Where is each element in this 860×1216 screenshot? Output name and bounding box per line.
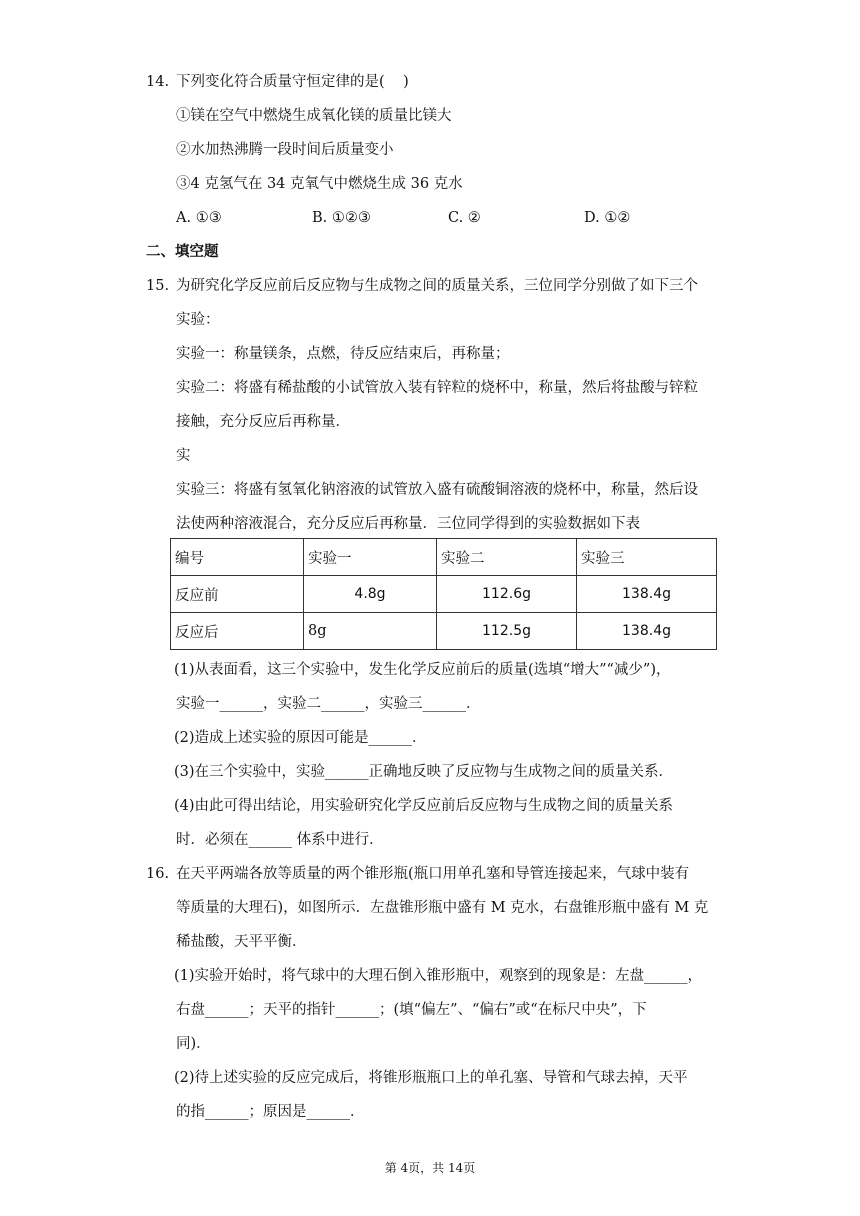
table-cell: 138.4g bbox=[577, 613, 717, 650]
table-cell: 4.8g bbox=[304, 576, 437, 613]
question-15-line-3: 实验一：称量镁条，点燃，待反应结束后，再称量； bbox=[176, 346, 510, 362]
question-14-option-a: A. ①③ bbox=[176, 210, 222, 226]
question-14-item-3: ③4 克氢气在 34 克氧气中燃烧生成 36 克水 bbox=[176, 176, 463, 192]
question-15-subq-1-cont: 实验一______，实验二______，实验三______． bbox=[176, 696, 481, 712]
table-cell: 112.6g bbox=[437, 576, 577, 613]
question-15-subq-2: (2)造成上述实验的原因可能是______． bbox=[174, 730, 427, 746]
table-row bbox=[171, 613, 717, 650]
section-title: 二、填空题 bbox=[146, 244, 219, 260]
table-cell: 8g bbox=[304, 613, 437, 650]
table-header-cell: 编号 bbox=[171, 539, 304, 576]
question-15-line-4: 实验二：将盛有稀盐酸的小试管放入装有锌粒的烧杯中，称量，然后将盐酸与锌粒 bbox=[176, 380, 698, 396]
table-header-cell: 实验二 bbox=[437, 539, 577, 576]
question-16-subq-1: (1)实验开始时，将气球中的大理石倒入锥形瓶中，观察到的现象是：左盘______， bbox=[174, 968, 703, 984]
question-15-line-2: 实验： bbox=[176, 312, 220, 328]
question-16-line-3: 稀盐酸，天平平衡． bbox=[176, 934, 307, 950]
question-15-line-5: 接触，充分反应后再称量． bbox=[176, 414, 350, 430]
question-16-line-2: 等质量的大理石)，如图所示．左盘锥形瓶中盛有 M 克水，右盘锥形瓶中盛有 M 克 bbox=[176, 900, 709, 916]
table-cell: 反应后 bbox=[171, 613, 304, 650]
question-16-line-1: 在天平两端各放等质量的两个锥形瓶(瓶口用单孔塞和导管连接起来，气球中装有 bbox=[176, 866, 690, 882]
table-cell: 138.4g bbox=[577, 576, 717, 613]
table-cell: 112.5g bbox=[437, 613, 577, 650]
question-14-option-c: C. ② bbox=[448, 210, 481, 226]
question-15-line-6: 实 bbox=[176, 448, 191, 464]
question-16-subq-2: (2)待上述实验的反应完成后，将锥形瓶瓶口上的单孔塞、导管和气球去掉，天平 bbox=[174, 1070, 688, 1086]
question-14-option-d: D. ①② bbox=[584, 210, 631, 226]
question-15-subq-3: (3)在三个实验中，实验______正确地反映了反应物与生成物之间的质量关系． bbox=[174, 764, 674, 780]
question-15-subq-4-cont: 时．必须在______ 体系中进行． bbox=[176, 832, 384, 848]
question-14-stem: 下列变化符合质量守恒定律的是( ) bbox=[176, 74, 409, 90]
question-15-line-8: 法使两种溶液混合，充分反应后再称量．三位同学得到的实验数据如下表 bbox=[176, 516, 640, 532]
table-header-cell: 实验一 bbox=[304, 539, 437, 576]
table-header-cell: 实验三 bbox=[577, 539, 717, 576]
page-footer: 第 4页，共 14页 bbox=[384, 1161, 476, 1175]
question-16-subq-1-end: 同)． bbox=[176, 1036, 211, 1052]
question-15-line-1: 为研究化学反应前后反应物与生成物之间的质量关系，三位同学分别做了如下三个 bbox=[176, 278, 698, 294]
experiment-data-table bbox=[170, 538, 717, 650]
question-14-option-b: B. ①②③ bbox=[312, 210, 371, 226]
table-header-row bbox=[171, 539, 717, 576]
question-15-line-7: 实验三：将盛有氢氧化钠溶液的试管放入盛有硫酸铜溶液的烧杯中，称量，然后设 bbox=[176, 482, 698, 498]
question-15-subq-4: (4)由此可得出结论，用实验研究化学反应前后反应物与生成物之间的质量关系 bbox=[174, 798, 674, 814]
question-16-subq-2-cont: 的指______；原因是______． bbox=[176, 1104, 365, 1120]
table-row bbox=[171, 576, 717, 613]
question-16-subq-1-cont: 右盘______；天平的指针______；(填“偏左”、“偏右”或“在标尺中央”，下 bbox=[176, 1002, 647, 1018]
question-14-item-1: ①镁在空气中燃烧生成氧化镁的质量比镁大 bbox=[176, 108, 452, 124]
question-14-item-2: ②水加热沸腾一段时间后质量变小 bbox=[176, 142, 394, 158]
table-cell: 反应前 bbox=[171, 576, 304, 613]
question-15-subq-1: (1)从表面看，这三个实验中，发生化学反应前后的质量(选填“增大”“减少”)， bbox=[174, 662, 671, 678]
question-14-number: 14. bbox=[146, 74, 170, 90]
question-16-number: 16. bbox=[146, 866, 170, 882]
question-15-number: 15. bbox=[146, 278, 170, 294]
